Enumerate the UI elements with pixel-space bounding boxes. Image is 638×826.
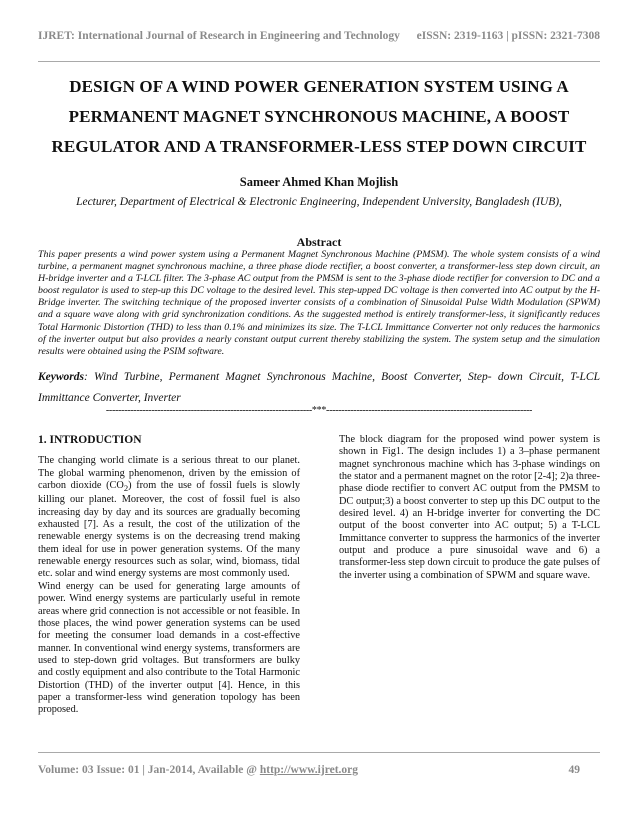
paper-title — [48, 72, 590, 162]
title-line-3: REGULATOR AND A TRANSFORMER-LESS STEP DOWN CIRCUIT — [51, 137, 587, 156]
section-heading-introduction: 1. INTRODUCTION — [38, 434, 142, 446]
section-divider: --------------------------------------------------------------------***-------------------------------------------------------------------- — [105, 405, 533, 416]
intro-p1-end: ) from the use of fossil fuels is slowly killing our planet. Moreover, the cost of fossil fuel is also increasing day by day and its sources are gradually becoming exhausted [7]. As a result, the cost of the utilization of the renewable energy systems is on the decreasing trend making them ideal for use in power generation systems. Of the many renewable energy resources such as solar, wind, biomass, tidal etc. solar and wind energy systems are most commonly used. — [38, 480, 300, 580]
running-footer — [38, 764, 600, 776]
keywords-label: Keywords — [38, 371, 84, 383]
right-column — [339, 434, 600, 582]
journal-name: IJRET: International Journal of Research in Engineering and Technology — [38, 30, 400, 42]
abstract-body: This paper presents a wind power system using a Permanent Magnet Synchronous Machine (PMSM). The whole system consists of a wind turbine, a permanent magnet synchronous machine, a three phase diode rectifier, a boost converter, a transformer-less step down circuit, an H-bridge inverter and a T-LCL filter. The 3-phase AC output from the PMSM is sent to the 3-phase diode rectifier for conversion to DC and a boost regulator is used to step-up this DC voltage to the desired level. This step-upped DC voltage is then converted into AC output by the H-Bridge inverter. The switching technique of the proposed inverter consists of a combination of Sinusoidal Pulse Width Modulation (SPWM) and a square wave along with grid synchronization conditions. As the suggested method is entirely transformer-less, it significantly reduces Total Harmonic Distortion (THD) to less than 0.1% and minimizes its size. The T-LCL Immittance Converter not only reduces the harmonics of the inverter output but also provides a nearly constant output current thereby stabilizing the system. The system setup and the simulation results were obtained using the PSIM software. — [38, 249, 600, 357]
title-line-1: DESIGN OF A WIND POWER GENERATION SYSTEM USING A — [69, 77, 569, 96]
author-name: Sameer Ahmed Khan Mojlish — [239, 175, 399, 189]
journal-url-link[interactable]: http://www.ijret.org — [259, 764, 359, 776]
keywords-text: : Wind Turbine, Permanent Magnet Synchronous Machine, Boost Converter, Step- down Circuit, T-LCL Immittance Converter, Inverter — [38, 371, 600, 404]
issn-info: eISSN: 2319-1163 | pISSN: 2321-7308 — [416, 30, 600, 42]
intro-paragraph-1 — [38, 455, 300, 580]
intro-p1-start: The changing world climate is a serious threat to our planet. The global warming phenomenon, driven by the emission of carbon dioxide (CO — [38, 455, 300, 492]
running-header — [38, 30, 600, 42]
intro-paragraph-2: Wind energy can be used for generating large amounts of power. Wind energy systems are particularly useful in remote areas where grid connection is not accessible or not feasible. In those places, the wind power generation systems can be used for meeting the consumer load demands in a cost-effective manner. In conventional wind energy systems, transformers are used to step-down grid voltages. But transformers are bulky and costly equipment and also contribute to the Total Harmonic Distortion (THD) of the inverter output [4]. Hence, in this paper a transformer-less wind generation topology has been proposed. — [38, 580, 300, 716]
intro-paragraph-3: The block diagram for the proposed wind power system is shown in Fig1. The design includes 1) a 3–phase permanent magnet synchronous machine which has 3-phase windings on the stator and a permanent magnet on the rotor [2-4]; 2)a three-phase diode rectifier to convert AC output from the PMSM to DC output;3) a boost converter to step up this DC output to the desired level. 4) an H-bridge inverter for converting the DC output of the boost converter into AC output; 5) a T-LCL Immittance converter to suppress the harmonics of the inverter output and produce a pure sinusoidal wave and 6) a transformer-less step down circuit to produce the gate pulses of the inverter using a combination of SPWM and square wave. — [339, 434, 600, 581]
author-affiliation: Lecturer, Department of Electrical & Electronic Engineering, Independent University, Bangladesh (IUB), — [76, 196, 562, 208]
header-rule — [38, 61, 600, 62]
page-number: 49 — [568, 764, 580, 776]
footer-volume-info — [38, 764, 358, 776]
abstract-heading: Abstract — [296, 235, 342, 249]
co2-subscript: 2 — [123, 483, 129, 494]
keywords — [38, 367, 600, 409]
title-line-2: PERMANENT MAGNET SYNCHRONOUS MACHINE, A BOOST — [68, 107, 570, 126]
footer-rule — [38, 752, 600, 753]
footer-volume-text: Volume: 03 Issue: 01 | Jan-2014, Available @ — [38, 764, 260, 776]
left-column — [38, 434, 300, 717]
